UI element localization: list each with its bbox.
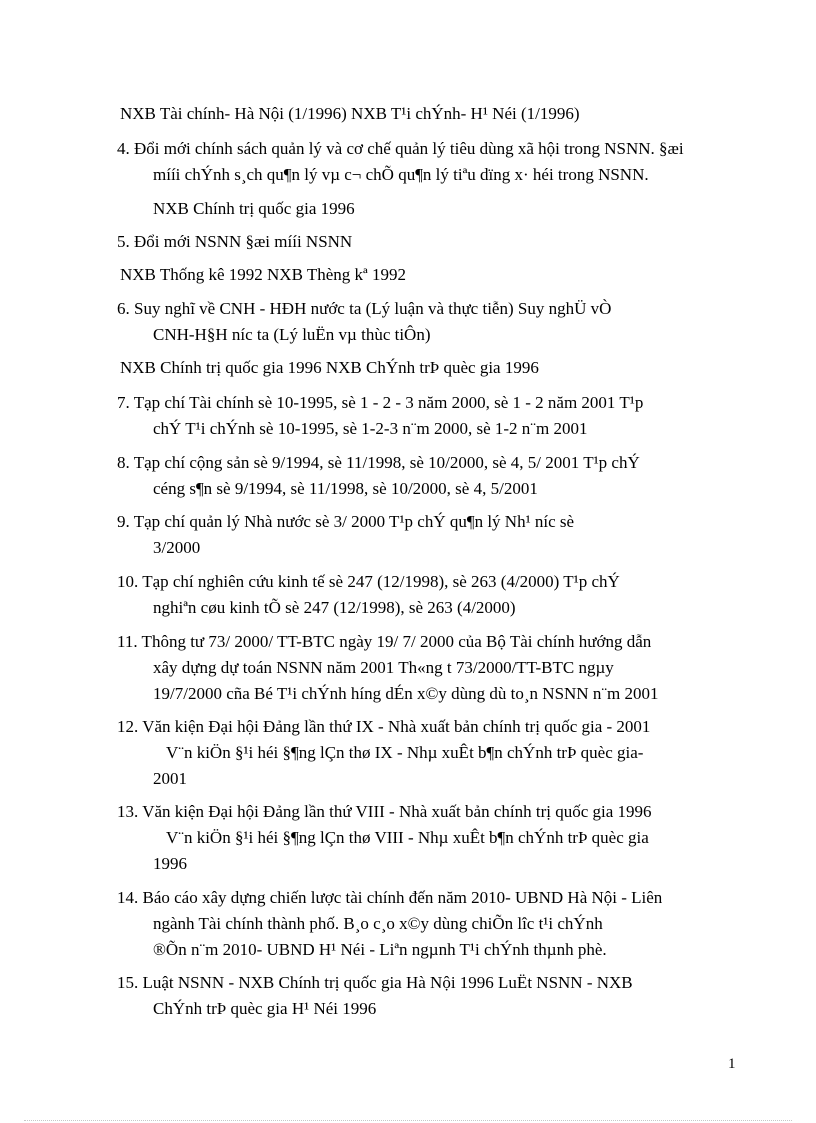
reference-line: 9. Tạp chí quản lý Nhà nước sè 3/ 2000 T¹p chÝ qu¶n lý Nh¹ níc sè (117, 512, 575, 531)
reference-line: V¨n kiÖn §¹i héi §¶ng lÇn thø VIII - Nhµ xuÊt b¶n chÝnh trÞ quèc gia (166, 828, 649, 847)
reference-line: ChÝnh trÞ quèc gia H¹ Néi 1996 (153, 999, 377, 1018)
reference-line: 8. Tạp chí cộng sản sè 9/1994, sè 11/1998, sè 10/2000, sè 4, 5/ 2001 T¹p chÝ (117, 453, 640, 472)
reference-line: NXB Thống kê 1992 NXB Thèng kª 1992 (120, 265, 406, 284)
reference-line: chÝ T¹i chÝnh sè 10-1995, sè 1-2-3 n¨m 2000, sè 1-2 n¨m 2001 (153, 419, 588, 438)
footer-divider (24, 1120, 792, 1121)
reference-line: 14. Báo cáo xây dựng chiến lược tài chính đến năm 2010- UBND Hà Nội - Liên (117, 888, 663, 907)
reference-line: 13. Văn kiện Đại hội Đảng lần thứ VIII - Nhà xuất bản chính trị quốc gia 1996 (117, 802, 652, 821)
reference-line: 4. Đổi mới chính sách quản lý và cơ chế quản lý tiêu dùng xã hội trong NSNN. §æi (117, 139, 684, 158)
reference-line: 12. Văn kiện Đại hội Đảng lần thứ IX - Nhà xuất bản chính trị quốc gia - 2001 (117, 717, 651, 736)
reference-line: ngành Tài chính thành phố. B¸o c¸o x©y dùng chiÕn lîc t¹i chÝnh (153, 914, 603, 933)
reference-line: 6. Suy nghĩ về CNH - HĐH nước ta (Lý luận và thực tiễn) Suy nghÜ vÒ (117, 299, 612, 318)
reference-line: mííi chÝnh s¸ch qu¶n lý vµ c¬ chÕ qu¶n lý tiªu dïng x· héi trong NSNN. (153, 165, 649, 184)
reference-line: 10. Tạp chí nghiên cứu kinh tế sè 247 (12/1998), sè 263 (4/2000) T¹p chÝ (117, 572, 620, 591)
reference-line: ®Õn n¨m 2010- UBND H¹ Néi - Liªn ngµnh T¹i chÝnh thµnh phè. (153, 940, 607, 959)
reference-line: xây dựng dự toán NSNN năm 2001 Th«ng t 73/2000/TT-BTC ngµy (153, 658, 614, 677)
reference-line: NXB Chính trị quốc gia 1996 (153, 199, 355, 218)
reference-line: céng s¶n sè 9/1994, sè 11/1998, sè 10/2000, sè 4, 5/2001 (153, 479, 538, 498)
reference-line: 3/2000 (153, 538, 201, 557)
reference-line: NXB Tài chính- Hà Nội (1/1996) NXB T¹i chÝnh- H¹ Néi (1/1996) (120, 104, 580, 123)
reference-line: NXB Chính trị quốc gia 1996 NXB ChÝnh trÞ quèc gia 1996 (120, 358, 539, 377)
reference-line: 7. Tạp chí Tài chính sè 10-1995, sè 1 - 2 - 3 năm 2000, sè 1 - 2 năm 2001 T¹p (117, 393, 644, 412)
page-number: 1 (728, 1056, 736, 1072)
reference-line: 1996 (153, 854, 187, 873)
reference-line: CNH-H§H níc ta (Lý luËn vµ thùc tiÔn) (153, 325, 431, 344)
reference-line: nghiªn cøu kinh tÕ sè 247 (12/1998), sè 263 (4/2000) (153, 598, 516, 617)
reference-line: 11. Thông tư 73/ 2000/ TT-BTC ngày 19/ 7/ 2000 của Bộ Tài chính hướng dẫn (117, 632, 652, 651)
reference-line: 5. Đổi mới NSNN §æi mííi NSNN (117, 232, 353, 251)
reference-line: 15. Luật NSNN - NXB Chính trị quốc gia Hà Nội 1996 LuËt NSNN - NXB (117, 973, 633, 992)
reference-line: V¨n kiÖn §¹i héi §¶ng lÇn thø IX - Nhµ xuÊt b¶n chÝnh trÞ quèc gia- (166, 743, 644, 762)
reference-line: 19/7/2000 cña Bé T¹i chÝnh híng dÉn x©y dùng dù to¸n NSNN n¨m 2001 (153, 684, 659, 703)
reference-line: 2001 (153, 769, 187, 788)
